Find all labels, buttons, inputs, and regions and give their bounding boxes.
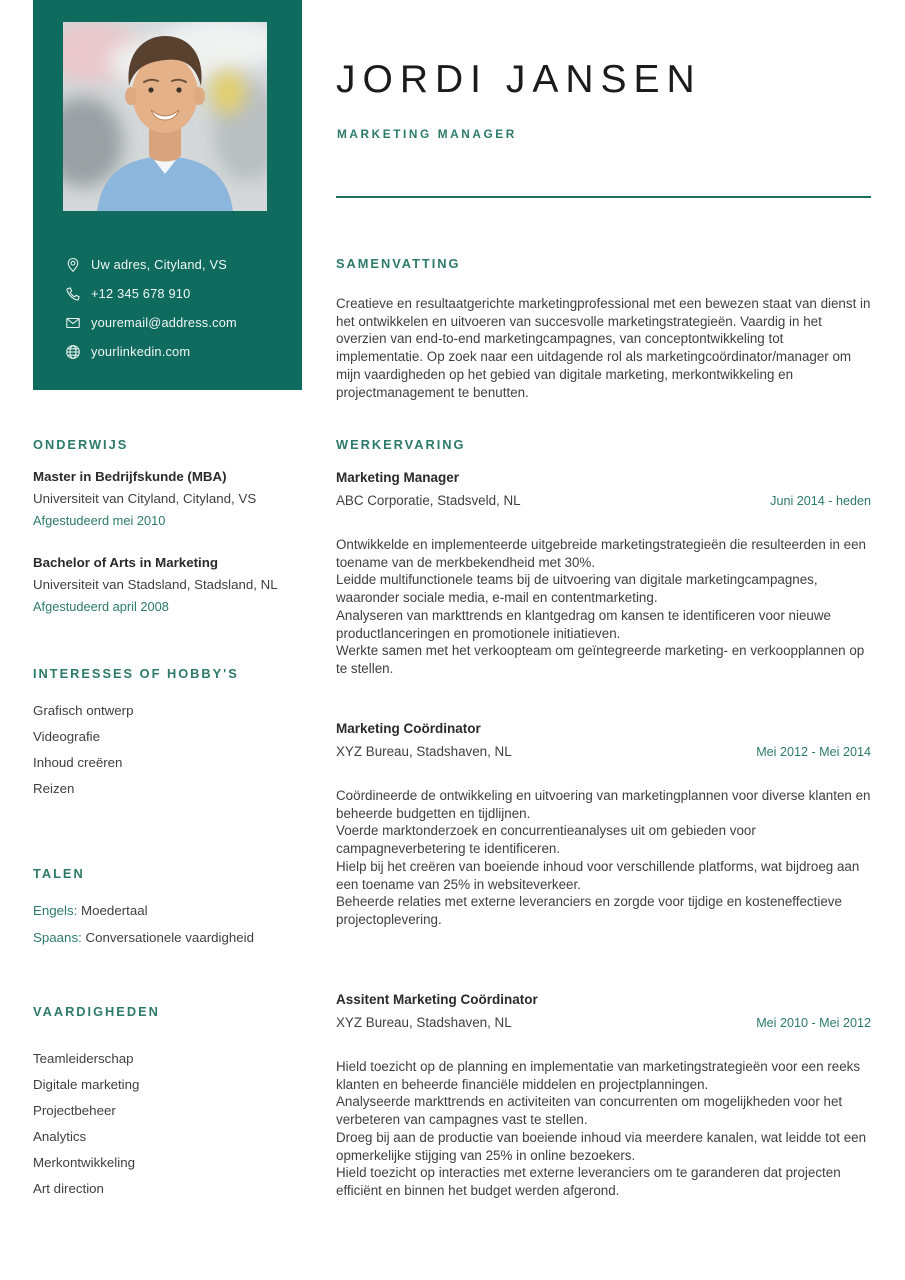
languages-list xyxy=(33,904,309,945)
job-meta xyxy=(336,1015,871,1030)
job-description-line: Droeg bij aan de productie van boeiende inhoud via meerdere kanalen, wat leidde tot een opmerkelijke stijging van 25% in online bezoekers. xyxy=(336,1129,867,1163)
languages-section xyxy=(33,866,309,958)
job-dates: Mei 2010 - Mei 2012 xyxy=(756,1016,871,1030)
sidebar-panel xyxy=(33,0,302,390)
contact-phone-row xyxy=(64,279,284,308)
education-item xyxy=(33,555,309,614)
location-icon xyxy=(64,256,81,273)
skill-item: Teamleiderschap xyxy=(33,1051,134,1066)
contact-list xyxy=(64,250,284,366)
job-description xyxy=(336,536,871,678)
contact-email-row xyxy=(64,308,284,337)
job-company: ABC Corporatie, Stadsveld, NL xyxy=(336,493,521,508)
skills-section xyxy=(33,1004,309,1208)
job-company: XYZ Bureau, Stadshaven, NL xyxy=(336,1015,512,1030)
job-entry xyxy=(336,992,871,1200)
interests-section xyxy=(33,666,309,808)
language-item xyxy=(33,931,309,945)
skill-item: Projectbeheer xyxy=(33,1103,116,1118)
language-level: Moedertaal xyxy=(77,903,148,918)
summary-heading: SAMENVATTING xyxy=(336,256,461,271)
main-column xyxy=(336,0,871,1280)
experience-heading: WERKERVARING xyxy=(336,437,466,452)
degree: Bachelor of Arts in Marketing xyxy=(33,555,218,570)
graduation-date: Afgestudeerd april 2008 xyxy=(33,599,169,614)
contact-address: Uw adres, Cityland, VS xyxy=(91,257,227,272)
job-dates: Juni 2014 - heden xyxy=(770,494,871,508)
job-description xyxy=(336,1058,871,1200)
job-description-line: Voerde marktonderzoek en concurrentieanalyses uit om gebieden voor campagneverbetering te identificeren. xyxy=(336,823,756,857)
school: Universiteit van Cityland, Cityland, VS xyxy=(33,491,257,506)
contact-phone: +12 345 678 910 xyxy=(91,286,191,301)
email-icon xyxy=(64,314,81,331)
job-title: Marketing Manager xyxy=(336,470,460,485)
language-level: Conversationele vaardigheid xyxy=(81,930,255,945)
job-description-line: Leidde multifunctionele teams bij de uitvoering van digitale marketingcampagnes, waaronder sociale media, e-mail en contentmarketing. xyxy=(336,572,818,606)
job-meta xyxy=(336,744,871,759)
education-item xyxy=(33,469,309,528)
contact-email: youremail@address.com xyxy=(91,315,237,330)
skill-item: Digitale marketing xyxy=(33,1077,140,1092)
interest-item: Inhoud creëren xyxy=(33,755,123,770)
job-description-line: Analyseren van markttrends en klantgedrag om kansen te identificeren voor nieuwe productlanceringen en promotionele initiatieven. xyxy=(336,607,831,641)
globe-icon xyxy=(64,343,81,360)
skill-item: Analytics xyxy=(33,1129,87,1144)
contact-linkedin: yourlinkedin.com xyxy=(91,344,191,359)
degree: Master in Bedrijfskunde (MBA) xyxy=(33,469,227,484)
language-name: Spaans: xyxy=(33,930,82,945)
job-description-line: Ontwikkelde en implementeerde uitgebreide marketingstrategieën die resulteerden in een toename van de merkbekendheid met 30%. xyxy=(336,537,866,570)
interest-item: Reizen xyxy=(33,781,75,796)
education-heading: ONDERWIJS xyxy=(33,437,129,452)
summary-text: Creatieve en resultaatgerichte marketingprofessional met een bewezen staat van dienst in het ontwikkelen en uitvoeren van succesvolle marketingstrategieën. Vaardig in het overzien van end-to-end marketingcampagnes, van conceptontwikkeling tot implementatie. Op zoek naar een uitdagende rol als marketingcoördinator/manager om mijn vaardigheden op het gebied van digitale marketing, merkontwikkeling en projectmanagement te benutten. xyxy=(336,296,871,400)
job-description xyxy=(336,787,871,929)
header-divider xyxy=(336,196,871,198)
interest-item: Videografie xyxy=(33,729,101,744)
interests-list xyxy=(33,704,309,796)
education-section xyxy=(33,437,309,614)
job-title: Marketing Coördinator xyxy=(336,721,481,736)
interests-heading: INTERESSES OF HOBBY'S xyxy=(33,666,239,681)
job-description-line: Hield toezicht op interacties met externe leveranciers om te garanderen dat projecten efficiënt en binnen het budget werden afgerond. xyxy=(336,1165,841,1198)
job-entry xyxy=(336,470,871,678)
skill-item: Art direction xyxy=(33,1181,104,1196)
contact-address-row xyxy=(64,250,284,279)
phone-icon xyxy=(64,285,81,302)
skills-heading: VAARDIGHEDEN xyxy=(33,1004,160,1019)
skills-list xyxy=(33,1052,309,1196)
job-dates: Mei 2012 - Mei 2014 xyxy=(756,745,871,759)
job-entry xyxy=(336,721,871,929)
school: Universiteit van Stadsland, Stadsland, NL xyxy=(33,577,278,592)
contact-website-row xyxy=(64,337,284,366)
candidate-role: MARKETING MANAGER xyxy=(337,127,517,141)
job-meta xyxy=(336,493,871,508)
job-description-line: Coördineerde de ontwikkeling en uitvoering van marketingplannen voor diverse klanten en beheerde budgetten en tijdlijnen. xyxy=(336,788,871,821)
job-description-line: Werkte samen met het verkoopteam om geïntegreerde marketing- en verkoopplannen op te stellen. xyxy=(336,643,865,676)
candidate-name: JORDI JANSEN xyxy=(336,58,702,101)
job-description-line: Hield toezicht op de planning en implementatie van marketingstrategieën voor een reeks klanten en beheerde financiële middelen en projectplanningen. xyxy=(336,1059,861,1092)
job-company: XYZ Bureau, Stadshaven, NL xyxy=(336,744,512,759)
job-description-line: Beheerde relaties met externe leveranciers en zorgde voor tijdige en kosteneffectieve projectoplevering. xyxy=(336,894,842,927)
job-description-line: Analyseerde markttrends en activiteiten van concurrenten om mogelijkheden voor het verbeteren van campagnes vast te stellen. xyxy=(336,1094,843,1128)
language-name: Engels: xyxy=(33,903,78,918)
profile-photo-image xyxy=(63,22,267,211)
language-item xyxy=(33,904,309,918)
job-title: Assitent Marketing Coördinator xyxy=(336,992,538,1007)
interest-item: Grafisch ontwerp xyxy=(33,703,134,718)
summary-section xyxy=(336,256,871,401)
languages-heading: TALEN xyxy=(33,866,85,881)
graduation-date: Afgestudeerd mei 2010 xyxy=(33,513,166,528)
job-description-line: Hielp bij het creëren van boeiende inhoud voor verschillende platforms, wat bijdroeg aan een toename van 25% in websiteverkeer. xyxy=(336,858,860,892)
profile-photo xyxy=(63,22,267,211)
skill-item: Merkontwikkeling xyxy=(33,1155,135,1170)
